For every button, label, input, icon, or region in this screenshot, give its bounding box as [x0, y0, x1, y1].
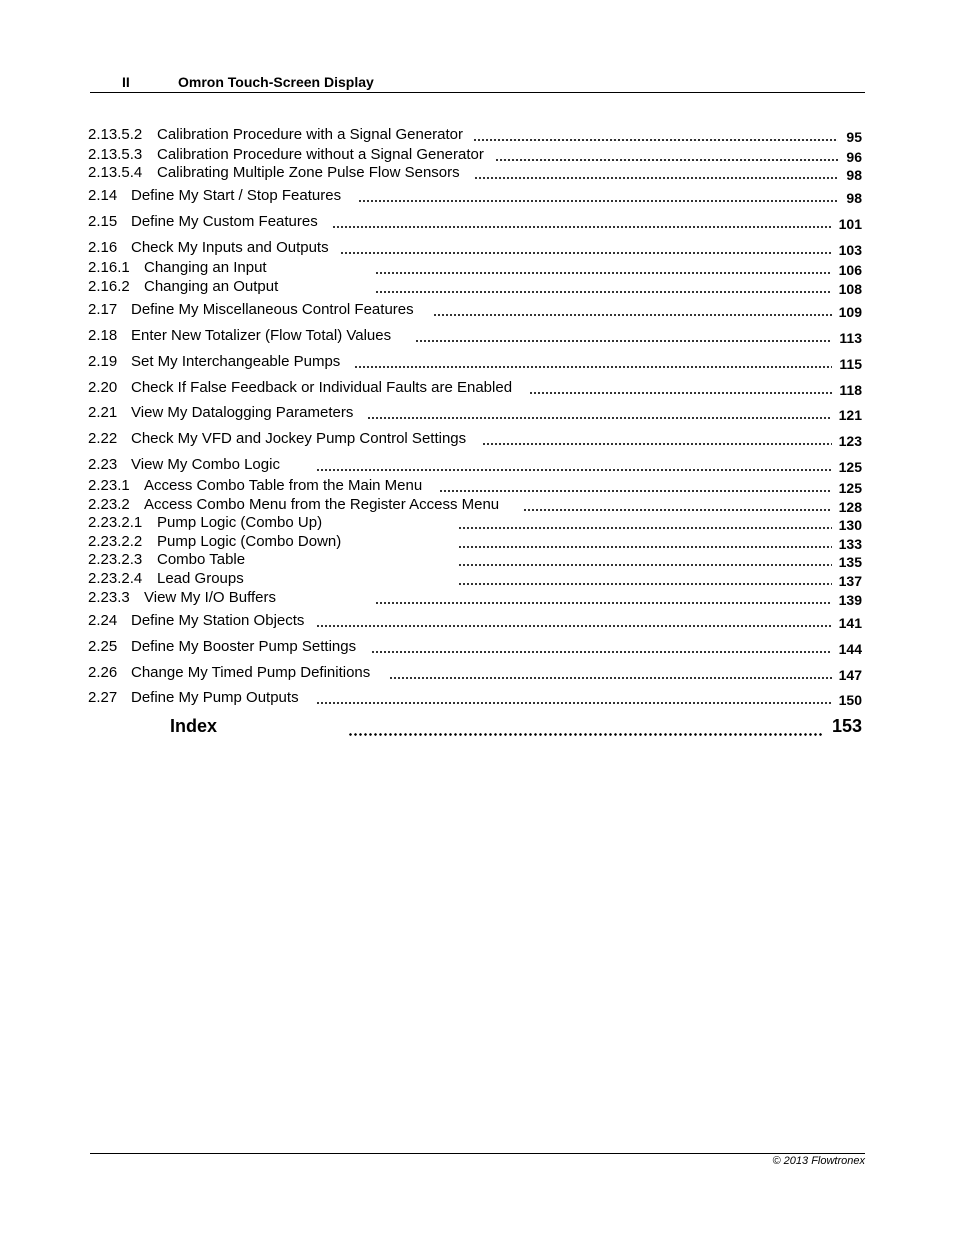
toc-leader-dots: [458, 564, 832, 566]
toc-leader-dots: [482, 443, 832, 445]
toc-leader-dots: [458, 527, 832, 529]
index-title: Index: [170, 716, 218, 736]
toc-entry[interactable]: [88, 187, 862, 205]
toc-entry-title: View My I/O Buffers: [144, 589, 276, 606]
index-page: 153: [831, 716, 862, 736]
toc-entry-page: 123: [838, 433, 862, 449]
toc-entry-title: Pump Logic (Combo Down): [157, 533, 342, 550]
toc-entry-page: 98: [846, 190, 862, 206]
toc-entry[interactable]: [88, 164, 862, 182]
toc-entry[interactable]: [88, 477, 862, 495]
toc-entry[interactable]: [88, 213, 862, 231]
toc-entry-number: 2.15: [88, 213, 118, 230]
toc-entry-number: 2.13.5.2: [88, 126, 143, 143]
toc-entry-page: 113: [839, 330, 862, 346]
toc-entry[interactable]: [88, 496, 862, 514]
toc-entry[interactable]: [88, 379, 862, 397]
toc-entry[interactable]: [88, 456, 862, 474]
toc-entry[interactable]: [88, 514, 862, 532]
toc-entry[interactable]: [88, 638, 862, 656]
toc-entry-title: Pump Logic (Combo Up): [157, 514, 323, 531]
toc-entry-page: 103: [838, 242, 862, 258]
toc-leader-dots: [371, 651, 832, 653]
toc-entry-number: 2.23.2.2: [88, 533, 143, 550]
toc-entry-title: Check My Inputs and Outputs: [131, 239, 329, 256]
toc-entry-page: 95: [846, 129, 862, 145]
toc-entry-number: 2.16.2: [88, 278, 130, 295]
toc-entry-page: 130: [838, 517, 862, 533]
toc-entry-title: Define My Station Objects: [131, 612, 305, 629]
toc-entry-number: 2.23.2.3: [88, 551, 143, 568]
toc-entry-number: 2.27: [88, 689, 118, 706]
toc-entry-title: Define My Miscellaneous Control Features: [131, 301, 414, 318]
toc-entry-page: 150: [838, 692, 862, 708]
toc-entry-number: 2.16: [88, 239, 118, 256]
toc-entry-number: 2.26: [88, 664, 118, 681]
toc-entry-page: 141: [838, 615, 862, 631]
toc-leader-dots: [433, 314, 832, 316]
toc-leader-dots: [375, 272, 832, 274]
toc-leader-dots: [458, 583, 832, 585]
toc-entry-page: 133: [838, 536, 862, 552]
toc-entry-number: 2.24: [88, 612, 118, 629]
toc-entry[interactable]: [88, 612, 862, 630]
toc-entry[interactable]: [88, 430, 862, 448]
toc-leader-dots: [495, 159, 838, 161]
toc-entry-page: 121: [838, 407, 862, 423]
toc-entry-number: 2.23.3: [88, 589, 130, 606]
toc-entry-page: 147: [838, 667, 862, 683]
toc-entry-title: Changing an Input: [144, 259, 267, 276]
toc-entry-page: 109: [838, 304, 862, 320]
toc-entry-page: 144: [838, 641, 862, 657]
toc-entry-page: 135: [838, 554, 862, 570]
toc-entry-title: Define My Booster Pump Settings: [131, 638, 357, 655]
toc-entry[interactable]: [88, 301, 862, 319]
toc-entry-number: 2.23.2.1: [88, 514, 143, 531]
toc-leader-dots: [367, 417, 832, 419]
toc-entry-page: 118: [839, 382, 862, 398]
toc-entry-title: Changing an Output: [144, 278, 279, 295]
toc-leader-dots: [474, 177, 838, 179]
toc-entry-page: 128: [838, 499, 862, 515]
toc-entry[interactable]: [88, 239, 862, 257]
toc-leader-dots: [375, 602, 832, 604]
toc-entry[interactable]: [88, 146, 862, 164]
toc-entry[interactable]: [88, 353, 862, 371]
toc-leader-dots: [340, 252, 832, 254]
toc-entry-title: Enter New Totalizer (Flow Total) Values: [131, 327, 392, 344]
toc-leader-dots: [316, 702, 832, 704]
toc-entry-page: 125: [838, 459, 862, 475]
header-title: Omron Touch-Screen Display: [178, 74, 374, 90]
toc-entry[interactable]: [88, 126, 862, 144]
toc-entry-page: 106: [838, 262, 862, 278]
toc-entry-page: 115: [839, 356, 862, 372]
toc-leader-dots: [389, 677, 832, 679]
toc-leader-dots: [316, 469, 832, 471]
toc-entry-number: 2.14: [88, 187, 118, 204]
toc-entry-page: 137: [838, 573, 862, 589]
toc-leader-dots: [375, 291, 832, 293]
footer-copyright: © 2013 Flowtronex: [772, 1155, 865, 1167]
toc-entry-number: 2.17: [88, 301, 118, 318]
toc-leader-dots: [523, 509, 832, 511]
toc-entry[interactable]: [88, 551, 862, 569]
toc-entry-title: Check If False Feedback or Individual Faults are Enabled: [131, 379, 513, 396]
toc-entry-number: 2.21: [88, 404, 118, 421]
toc-entry-number: 2.18: [88, 327, 118, 344]
toc-entry-title: Access Combo Menu from the Register Access Menu: [144, 496, 500, 513]
toc-entry-title: Calibrating Multiple Zone Pulse Flow Sensors: [157, 164, 460, 181]
toc-leader-dots: [332, 226, 832, 228]
header-page-label: II: [122, 74, 130, 90]
toc-entry-title: Define My Start / Stop Features: [131, 187, 342, 204]
toc-entry[interactable]: [88, 259, 862, 277]
toc-leader-dots: [415, 340, 832, 342]
toc-entry-title: Calibration Procedure with a Signal Generator: [157, 126, 463, 143]
toc-entry-title: Access Combo Table from the Main Menu: [144, 477, 423, 494]
footer-rule: [90, 1153, 865, 1154]
toc-entry-title: Check My VFD and Jockey Pump Control Settings: [131, 430, 467, 447]
toc-entry-number: 2.22: [88, 430, 118, 447]
toc-leader-dots: [473, 139, 838, 141]
toc-entry-page: 101: [838, 216, 862, 232]
toc-entry-title: Combo Table: [157, 551, 246, 568]
toc-entry-title: Set My Interchangeable Pumps: [131, 353, 341, 370]
toc-entry-number: 2.23.2: [88, 496, 130, 513]
toc-entry-title: View My Datalogging Parameters: [131, 404, 354, 421]
toc-leader-dots: [316, 625, 832, 627]
toc-entry-title: Calibration Procedure without a Signal Generator: [157, 146, 484, 163]
toc-entry-title: Lead Groups: [157, 570, 244, 587]
toc-leader-dots: [458, 546, 832, 548]
toc-entry[interactable]: [88, 689, 862, 707]
toc-entry-page: 139: [838, 592, 862, 608]
toc-leader-dots: [354, 366, 832, 368]
toc-entry[interactable]: [88, 327, 862, 345]
toc-leader-dots: [439, 490, 832, 492]
toc-index-entry[interactable]: [170, 716, 862, 740]
toc-entry-number: 2.23.1: [88, 477, 130, 494]
toc-entry-title: View My Combo Logic: [131, 456, 280, 473]
toc-entry[interactable]: [88, 404, 862, 422]
toc-entry-title: Define My Custom Features: [131, 213, 318, 230]
toc-entry[interactable]: [88, 570, 862, 588]
toc-leader-dots: [529, 392, 832, 394]
toc-entry-title: Define My Pump Outputs: [131, 689, 299, 706]
toc-entry-number: 2.19: [88, 353, 118, 370]
toc-entry-page: 98: [846, 167, 862, 183]
toc-entry-number: 2.25: [88, 638, 118, 655]
toc-entry-number: 2.13.5.4: [88, 164, 143, 181]
toc-entry-number: 2.23.2.4: [88, 570, 143, 587]
toc-entry[interactable]: [88, 664, 862, 682]
toc-entry-number: 2.13.5.3: [88, 146, 143, 163]
toc-entry-page: 96: [846, 149, 862, 165]
toc-entry-number: 2.16.1: [88, 259, 130, 276]
toc-entry[interactable]: [88, 589, 862, 607]
toc-entry[interactable]: [88, 533, 862, 551]
toc-entry-page: 108: [838, 281, 862, 297]
toc-entry-page: 125: [838, 480, 862, 496]
index-leader-dots: [348, 733, 824, 736]
toc-entry-number: 2.23: [88, 456, 118, 473]
page-header: [90, 72, 865, 93]
toc-leader-dots: [358, 200, 838, 202]
toc-entry-title: Change My Timed Pump Definitions: [131, 664, 371, 681]
toc-entry[interactable]: [88, 278, 862, 296]
toc-entry-number: 2.20: [88, 379, 118, 396]
